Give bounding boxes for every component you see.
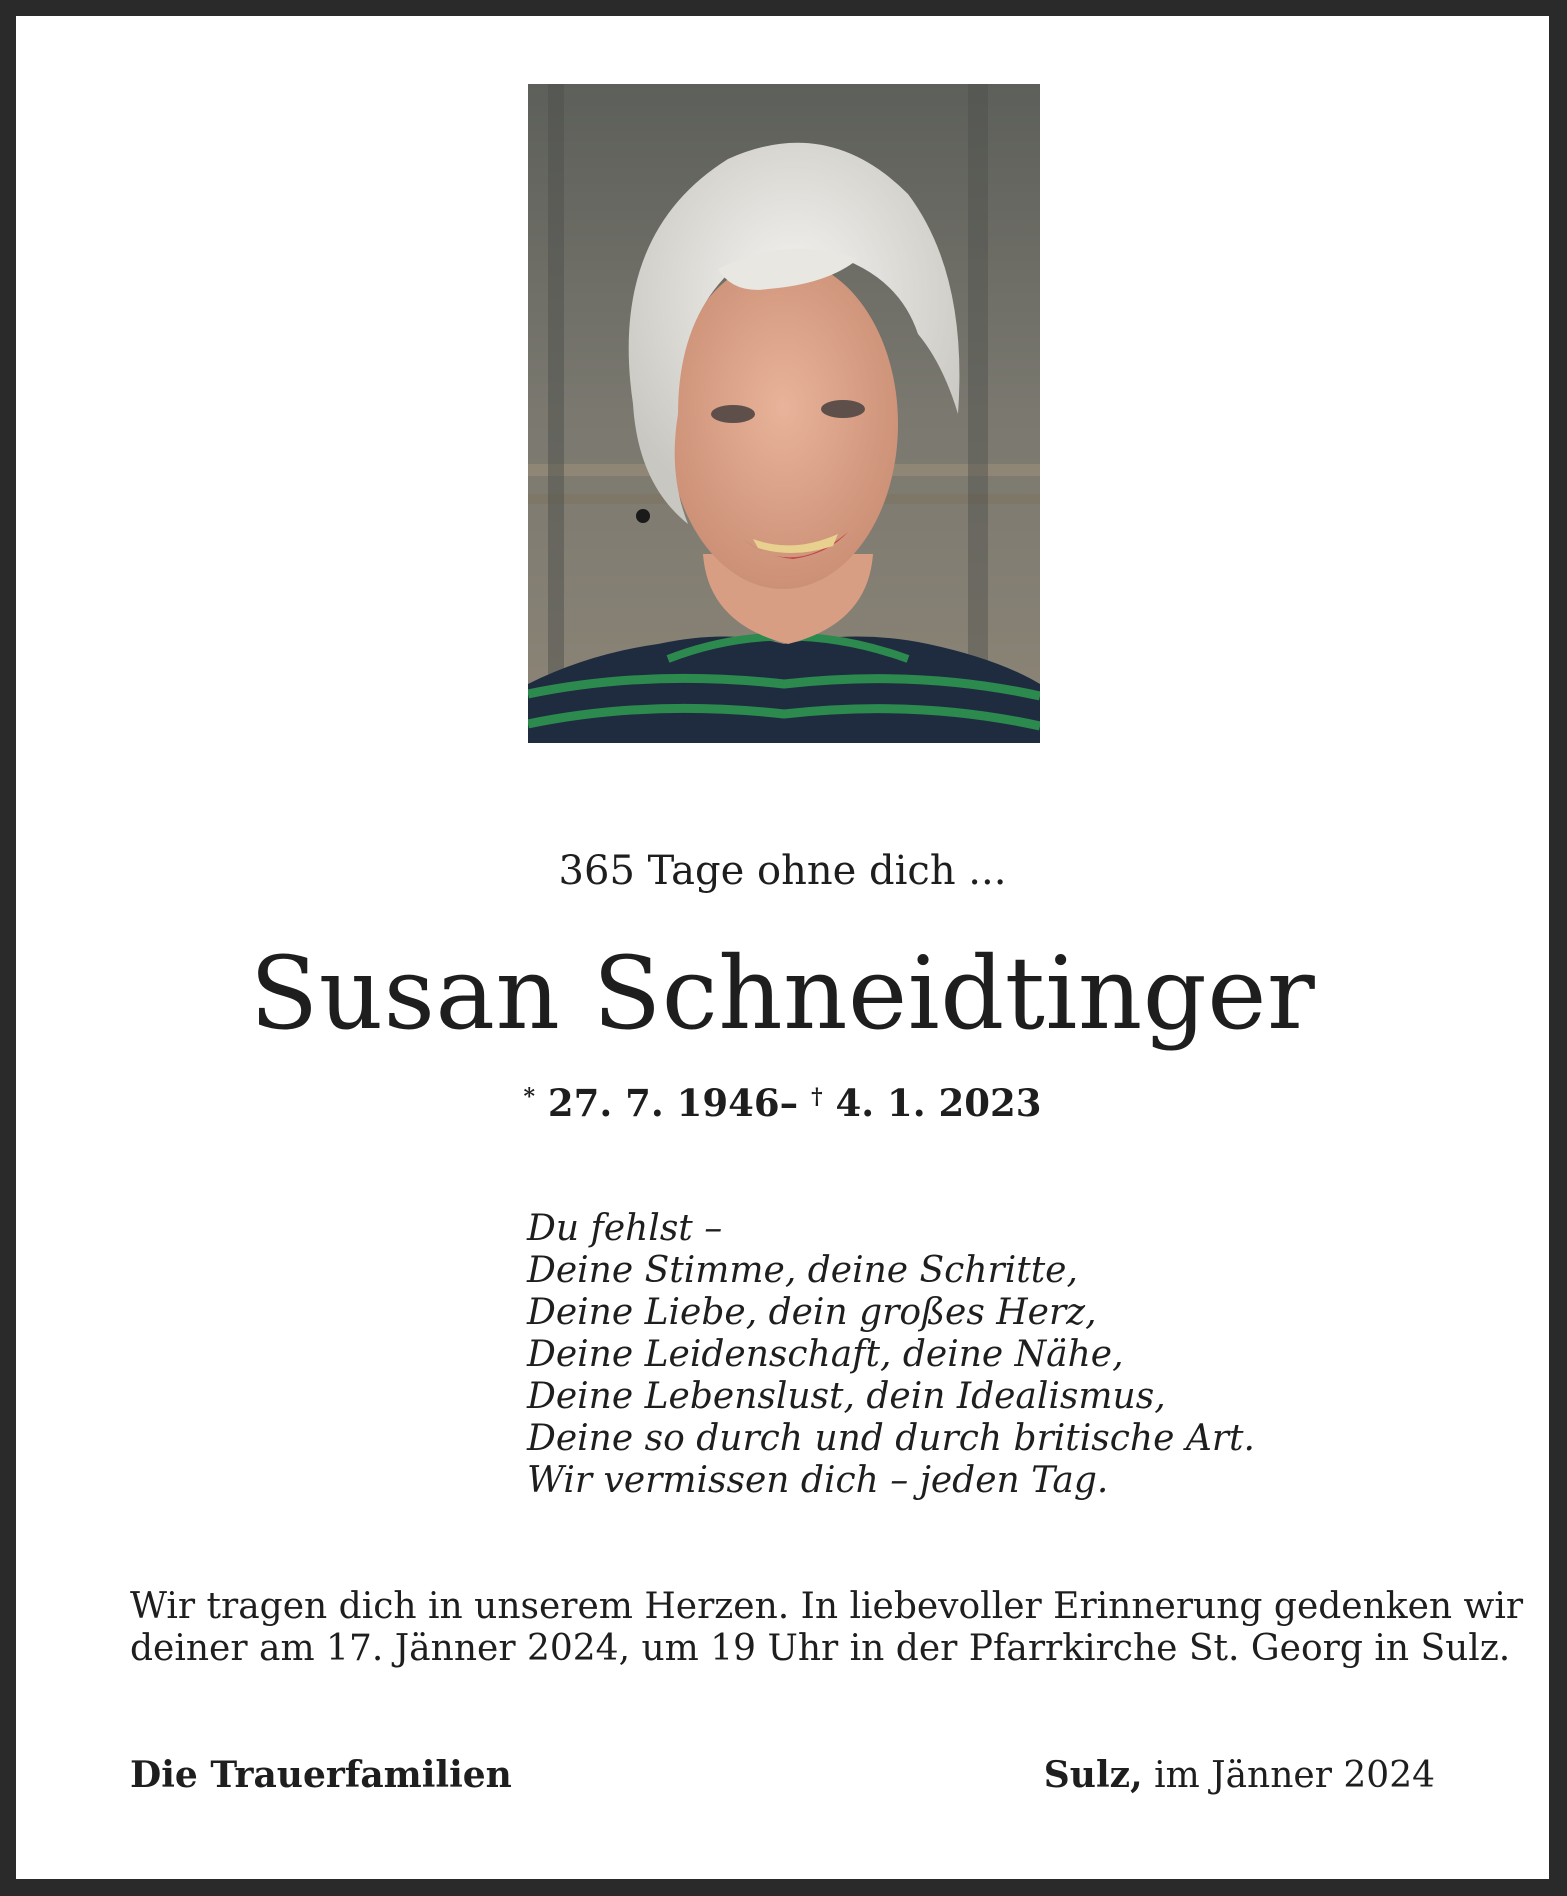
place: Sulz, [1043,1754,1143,1796]
poem-line: Deine Liebe, dein großes Herz, [527,1292,1097,1333]
birth-symbol: * [523,1084,536,1110]
remembrance-text [130,1586,1524,1670]
poem-line: Deine so durch und durch britische Art. [527,1418,1255,1459]
date-separator: – [779,1081,799,1125]
poem-line: Wir vermissen dich – jeden Tag. [527,1460,1109,1501]
signoff: Die Trauerfamilien [130,1754,512,1796]
portrait-photo [528,84,1040,743]
death-date: 4. 1. 2023 [835,1081,1042,1125]
memorial-poem [527,1208,1255,1502]
remembrance-line: deiner am 17. Jänner 2024, um 19 Uhr in der Pfarrkirche St. Georg in Sulz. [130,1628,1511,1669]
date: im Jänner 2024 [1154,1755,1435,1796]
birth-date: 27. 7. 1946 [547,1081,780,1125]
poem-line: Deine Stimme, deine Schritte, [527,1250,1078,1291]
remembrance-line: Wir tragen dich in unserem Herzen. In liebevoller Erinnerung gedenken wir [130,1586,1524,1627]
life-dates [16,1078,1549,1134]
poem-line: Deine Leidenschaft, deine Nähe, [527,1334,1124,1375]
tagline: 365 Tage ohne dich ... [558,848,1007,894]
poem-line: Deine Lebenslust, dein Idealismus, [527,1376,1166,1417]
poem-line: Du fehlst – [527,1208,723,1249]
deceased-name: Susan Schneidtinger [249,935,1316,1052]
death-symbol: † [811,1084,823,1110]
portrait-illustration [528,84,1040,743]
place-and-date [1044,1753,1435,1798]
obituary-card [16,16,1549,1879]
